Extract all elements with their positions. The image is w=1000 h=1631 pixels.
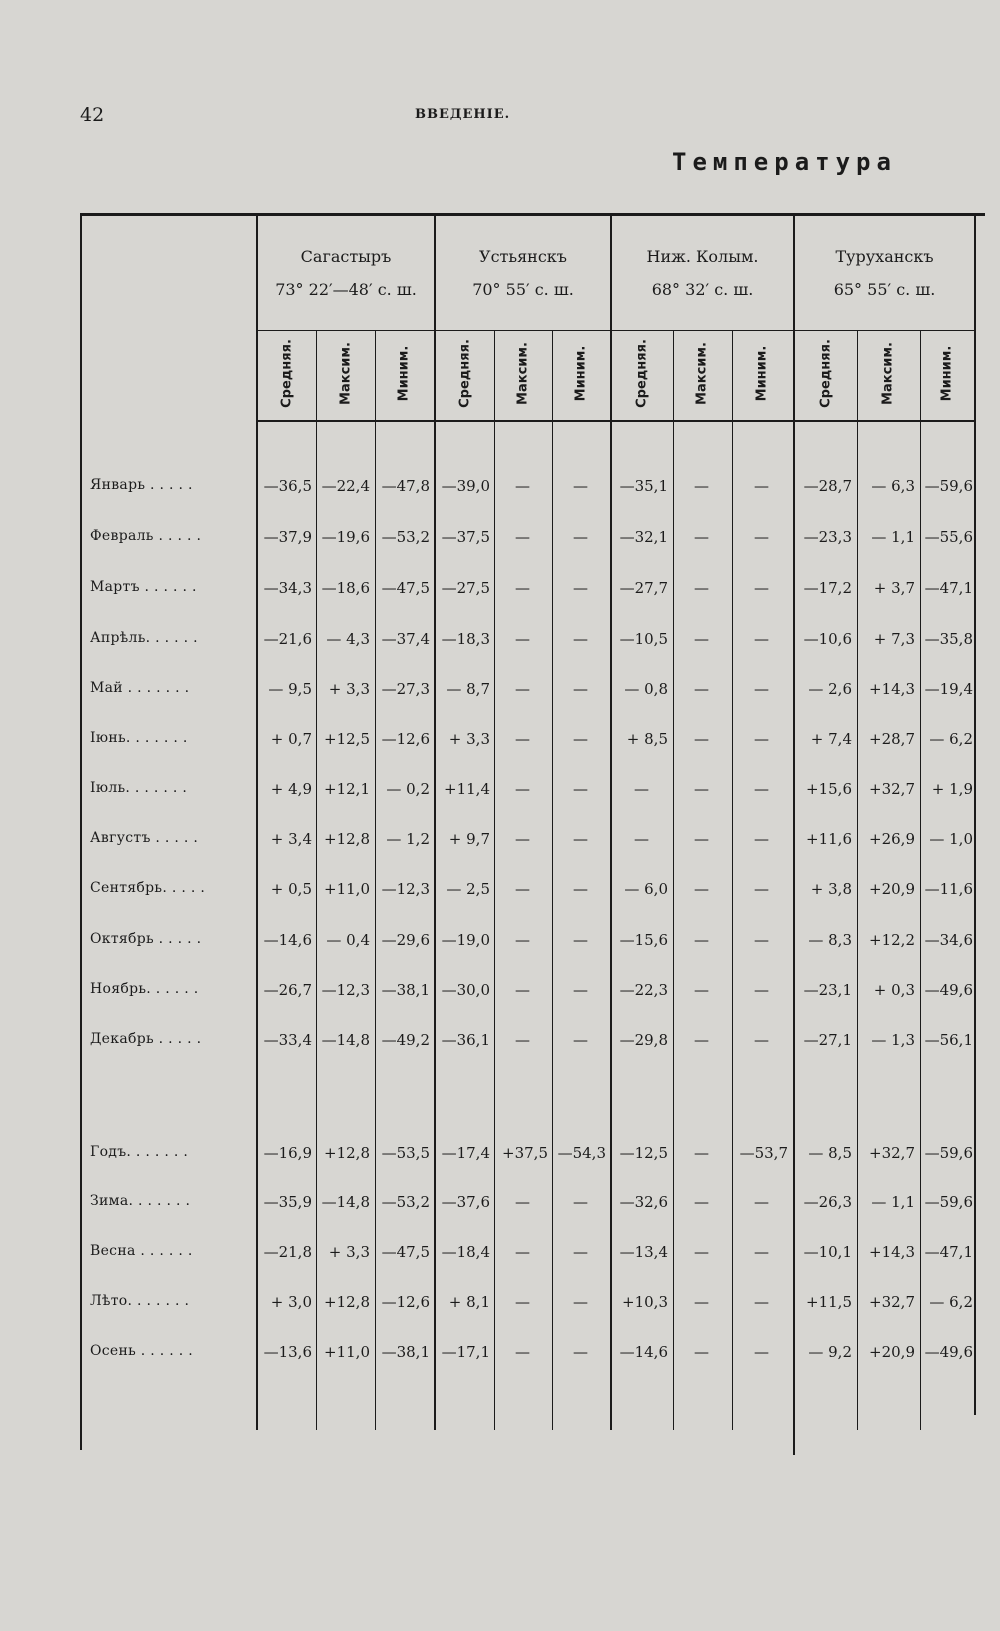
table-cell: —19,0 (441, 931, 490, 949)
table-cell: —22,3 (619, 981, 668, 999)
table-cell: +11,0 (324, 1343, 370, 1361)
table-cell: +15,6 (806, 780, 852, 798)
table-cell: —34,3 (263, 579, 312, 597)
table-cell: + 0,3 (873, 981, 915, 999)
table-cell: —54,3 (557, 1144, 606, 1162)
table-title: Температура (672, 148, 897, 176)
table-cell: — (573, 730, 588, 748)
table-cell: —10,6 (803, 630, 852, 648)
table-cell: —12,6 (381, 1293, 430, 1311)
table-cell: + 3,8 (810, 880, 852, 898)
column-header: Миним. (396, 345, 412, 402)
table-cell: — (573, 1343, 588, 1361)
table-cell: —10,1 (803, 1243, 852, 1261)
table-cell: — (694, 1144, 709, 1162)
table-cell: — (694, 477, 709, 495)
table-cell: — (754, 1031, 769, 1049)
table-cell: — (573, 630, 588, 648)
table-cell: —23,3 (803, 528, 852, 546)
table-cell: + 3,3 (328, 1243, 370, 1261)
table-cell: —59,6 (924, 477, 973, 495)
table-cell: +14,3 (869, 1243, 915, 1261)
table-cell: — 8,5 (808, 1144, 852, 1162)
table-cell: + 4,9 (270, 780, 312, 798)
table-cell: — (515, 730, 530, 748)
table-cell: + 3,4 (270, 830, 312, 848)
table-cell: — (754, 1343, 769, 1361)
table-cell: — 6,2 (929, 730, 973, 748)
row-label: Ноябрь. . . . . . (90, 981, 199, 997)
table-cell: +20,9 (869, 1343, 915, 1361)
table-cell: — (515, 880, 530, 898)
table-cell: — (515, 1243, 530, 1261)
table-cell: +11,5 (806, 1293, 852, 1311)
table-cell: — 1,1 (871, 528, 915, 546)
table-cell: — (754, 477, 769, 495)
row-label: Августъ . . . . . (90, 830, 199, 846)
table-cell: — (573, 477, 588, 495)
table-cell: —26,7 (263, 981, 312, 999)
table-cell: +12,8 (324, 1293, 370, 1311)
row-label: Лѣто. . . . . . . (90, 1293, 190, 1309)
table-cell: —17,4 (441, 1144, 490, 1162)
table-cell: — (573, 830, 588, 848)
table-cell: —21,6 (263, 630, 312, 648)
table-cell: — (515, 1193, 530, 1211)
table-cell: + 3,3 (328, 680, 370, 698)
row-label: Зима. . . . . . . (90, 1193, 191, 1209)
left-border (80, 215, 82, 1450)
table-cell: — (515, 830, 530, 848)
table-cell: —19,6 (321, 528, 370, 546)
table-cell: — (694, 830, 709, 848)
table-cell: — (515, 477, 530, 495)
table-cell: + 3,3 (448, 730, 490, 748)
table-cell: +12,1 (324, 780, 370, 798)
station-coords: 65° 55′ с. ш. (833, 280, 936, 299)
table-cell: —33,4 (263, 1031, 312, 1049)
table-cell: — (515, 579, 530, 597)
table-cell: — 8,7 (446, 680, 490, 698)
table-cell: — 0,2 (386, 780, 430, 798)
table-cell: +10,3 (622, 1293, 668, 1311)
table-cell: — 6,3 (871, 477, 915, 495)
table-cell: —18,6 (321, 579, 370, 597)
table-cell: —17,1 (441, 1343, 490, 1361)
column-header: Средняя. (279, 339, 295, 408)
table-cell: —35,1 (619, 477, 668, 495)
table-cell: —11,6 (924, 880, 973, 898)
table-cell: — (515, 680, 530, 698)
table-cell: — (694, 528, 709, 546)
table-cell: —14,8 (321, 1031, 370, 1049)
table-cell: — (573, 528, 588, 546)
table-cell: —59,6 (924, 1144, 973, 1162)
table-cell: —38,1 (381, 1343, 430, 1361)
page-number: 42 (80, 104, 105, 126)
station-rule (257, 330, 975, 331)
table-cell: —14,6 (619, 1343, 668, 1361)
table-cell: —32,6 (619, 1193, 668, 1211)
table-cell: — (694, 880, 709, 898)
table-cell: +11,0 (324, 880, 370, 898)
station-divider (793, 215, 795, 1455)
table-cell: — 9,2 (808, 1343, 852, 1361)
table-cell: —30,0 (441, 981, 490, 999)
table-cell: + 0,5 (270, 880, 312, 898)
station-name: Сагастыръ (300, 247, 392, 266)
table-cell: —56,1 (924, 1031, 973, 1049)
table-cell: + 9,7 (448, 830, 490, 848)
col-line (920, 330, 921, 1430)
table-cell: — (754, 680, 769, 698)
table-cell: —13,6 (263, 1343, 312, 1361)
label-divider (256, 215, 258, 1430)
table-cell: —53,2 (381, 1193, 430, 1211)
table-cell: +20,9 (869, 880, 915, 898)
table-cell: — (573, 1193, 588, 1211)
table-cell: +28,7 (869, 730, 915, 748)
table-cell: —12,5 (619, 1144, 668, 1162)
table-cell: — (694, 680, 709, 698)
table-cell: —10,5 (619, 630, 668, 648)
table-cell: — (694, 780, 709, 798)
table-cell: — (754, 579, 769, 597)
table-cell: —32,1 (619, 528, 668, 546)
col-line (673, 330, 674, 1430)
table-cell: — 1,2 (386, 830, 430, 848)
table-cell: — (754, 630, 769, 648)
table-cell: +11,4 (444, 780, 490, 798)
row-label: Январь . . . . . (90, 477, 193, 493)
station-divider (610, 215, 612, 1430)
table-cell: — (694, 1031, 709, 1049)
table-cell: —14,6 (263, 931, 312, 949)
table-cell: —14,8 (321, 1193, 370, 1211)
table-cell: —55,6 (924, 528, 973, 546)
table-cell: + 3,7 (873, 579, 915, 597)
station-header (795, 240, 974, 306)
table-cell: — 0,4 (326, 931, 370, 949)
table-cell: + 7,4 (810, 730, 852, 748)
row-label: Февраль . . . . . (90, 528, 202, 544)
table-cell: —12,6 (381, 730, 430, 748)
table-cell: —18,4 (441, 1243, 490, 1261)
row-label: Годъ. . . . . . . (90, 1144, 189, 1160)
row-label: Октябрь . . . . . (90, 931, 202, 947)
table-cell: —29,6 (381, 931, 430, 949)
row-label: Іюнь. . . . . . . (90, 730, 188, 746)
header-rule (257, 420, 975, 422)
table-cell: —49,6 (924, 1343, 973, 1361)
station-coords: 68° 32′ с. ш. (651, 280, 754, 299)
table-cell: — (694, 730, 709, 748)
table-cell: + 8,1 (448, 1293, 490, 1311)
table-cell: — (694, 931, 709, 949)
table-cell: — 1,1 (871, 1193, 915, 1211)
table-cell: — (515, 931, 530, 949)
table-cell: — (754, 528, 769, 546)
table-cell: + 3,0 (270, 1293, 312, 1311)
table-cell: +32,7 (869, 1144, 915, 1162)
table-cell: — (515, 630, 530, 648)
table-cell: —47,5 (381, 579, 430, 597)
table-cell: — (694, 981, 709, 999)
table-cell: —49,2 (381, 1031, 430, 1049)
table-cell: +32,7 (869, 780, 915, 798)
table-cell: —26,3 (803, 1193, 852, 1211)
top-rule (80, 213, 985, 216)
table-cell: —12,3 (381, 880, 430, 898)
running-head: ВВЕДЕНІЕ. (415, 107, 511, 122)
table-cell: —53,2 (381, 528, 430, 546)
table-cell: — 2,5 (446, 880, 490, 898)
table-cell: +37,5 (502, 1144, 548, 1162)
row-label: Сентябрь. . . . . (90, 880, 206, 896)
table-cell: +12,8 (324, 1144, 370, 1162)
table-cell: — 2,6 (808, 680, 852, 698)
table-cell: — (515, 981, 530, 999)
table-cell: — (573, 1031, 588, 1049)
table-cell: —34,6 (924, 931, 973, 949)
table-cell: — (754, 880, 769, 898)
column-header: Средняя. (634, 339, 650, 408)
table-cell: — (694, 1193, 709, 1211)
table-cell: —29,8 (619, 1031, 668, 1049)
table-cell: —12,3 (321, 981, 370, 999)
table-cell: — (754, 1193, 769, 1211)
table-cell: —53,7 (739, 1144, 788, 1162)
table-cell: — (573, 780, 588, 798)
table-cell: — 4,3 (326, 630, 370, 648)
column-header: Средняя. (818, 339, 834, 408)
table-cell: — (573, 579, 588, 597)
table-cell: — (754, 981, 769, 999)
table-cell: —23,1 (803, 981, 852, 999)
table-cell: +12,8 (324, 830, 370, 848)
table-cell: — (694, 1343, 709, 1361)
table-cell: — (515, 528, 530, 546)
table-cell: —21,8 (263, 1243, 312, 1261)
table-cell: —17,2 (803, 579, 852, 597)
station-header (258, 240, 434, 306)
table-cell: —35,9 (263, 1193, 312, 1211)
table-cell: —53,5 (381, 1144, 430, 1162)
column-header: Миним. (939, 345, 955, 402)
table-cell: — (694, 1243, 709, 1261)
table-cell: — (515, 1293, 530, 1311)
table-cell: —15,6 (619, 931, 668, 949)
table-cell: —16,9 (263, 1144, 312, 1162)
table-cell: — 1,3 (871, 1031, 915, 1049)
column-header: Максим. (515, 342, 531, 405)
table-cell: — (754, 1293, 769, 1311)
station-coords: 70° 55′ с. ш. (472, 280, 574, 299)
table-cell: — (754, 780, 769, 798)
table-cell: — (634, 780, 649, 798)
table-cell: —37,5 (441, 528, 490, 546)
table-cell: —47,1 (924, 1243, 973, 1261)
table-cell: —47,5 (381, 1243, 430, 1261)
table-cell: +12,5 (324, 730, 370, 748)
table-cell: —28,7 (803, 477, 852, 495)
table-cell: — (754, 730, 769, 748)
row-label: Декабрь . . . . . (90, 1031, 202, 1047)
table-cell: — 0,8 (624, 680, 668, 698)
table-cell: — (573, 1243, 588, 1261)
column-header: Миним. (573, 345, 589, 402)
station-coords: 73° 22′—48′ с. ш. (275, 280, 417, 299)
table-cell: — (694, 1293, 709, 1311)
table-cell: + 1,9 (931, 780, 973, 798)
table-cell: +14,3 (869, 680, 915, 698)
table-cell: — (754, 830, 769, 848)
column-header: Миним. (754, 345, 770, 402)
column-header: Максим. (694, 342, 710, 405)
col-line (316, 330, 317, 1430)
table-cell: +32,7 (869, 1293, 915, 1311)
col-line (857, 330, 858, 1430)
table-cell: —59,6 (924, 1193, 973, 1211)
col-line (552, 330, 553, 1430)
table-cell: —27,3 (381, 680, 430, 698)
table-cell: —49,6 (924, 981, 973, 999)
table-cell: — 8,3 (808, 931, 852, 949)
table-cell: —39,0 (441, 477, 490, 495)
table-cell: —18,3 (441, 630, 490, 648)
table-cell: + 0,7 (270, 730, 312, 748)
station-divider (434, 215, 436, 1430)
table-cell: —36,5 (263, 477, 312, 495)
table-cell: — 6,2 (929, 1293, 973, 1311)
table-cell: — (515, 1031, 530, 1049)
right-border (974, 215, 976, 1415)
table-cell: — (694, 579, 709, 597)
row-label: Мартъ . . . . . . (90, 579, 197, 595)
table-cell: — (634, 830, 649, 848)
table-cell: +26,9 (869, 830, 915, 848)
station-name: Ниж. Колым. (646, 247, 759, 266)
col-line (375, 330, 376, 1430)
row-label: Іюль. . . . . . . (90, 780, 188, 796)
table-cell: — 9,5 (268, 680, 312, 698)
row-label: Осень . . . . . . (90, 1343, 194, 1359)
table-cell: — (573, 880, 588, 898)
table-cell: — 6,0 (624, 880, 668, 898)
table-cell: — (515, 780, 530, 798)
table-cell: —35,8 (924, 630, 973, 648)
table-cell: —19,4 (924, 680, 973, 698)
row-label: Май . . . . . . . (90, 680, 190, 696)
table-cell: — (573, 981, 588, 999)
table-cell: + 8,5 (626, 730, 668, 748)
row-label: Весна . . . . . . (90, 1243, 193, 1259)
table-cell: —38,1 (381, 981, 430, 999)
table-cell: +12,2 (869, 931, 915, 949)
table-cell: —27,5 (441, 579, 490, 597)
station-name: Туруханскъ (835, 247, 934, 266)
station-header (612, 240, 793, 306)
table-cell: — (573, 680, 588, 698)
table-cell: —27,1 (803, 1031, 852, 1049)
column-header: Максим. (880, 342, 896, 405)
column-header: Средняя. (457, 339, 473, 408)
row-label: Апрѣль. . . . . . (90, 630, 198, 646)
table-cell: —47,8 (381, 477, 430, 495)
table-cell: —36,1 (441, 1031, 490, 1049)
table-cell: —37,9 (263, 528, 312, 546)
table-cell: — (515, 1343, 530, 1361)
table-cell: —22,4 (321, 477, 370, 495)
table-cell: — (754, 931, 769, 949)
table-cell: + 7,3 (873, 630, 915, 648)
table-cell: — (573, 931, 588, 949)
table-cell: —13,4 (619, 1243, 668, 1261)
station-header (436, 240, 610, 306)
table-cell: — 1,0 (929, 830, 973, 848)
col-line (494, 330, 495, 1430)
table-cell: — (694, 630, 709, 648)
table-cell: —27,7 (619, 579, 668, 597)
column-header: Максим. (338, 342, 354, 405)
table-cell: +11,6 (806, 830, 852, 848)
table-cell: —47,1 (924, 579, 973, 597)
table-cell: —37,6 (441, 1193, 490, 1211)
station-name: Устьянскъ (479, 247, 567, 266)
col-line (732, 330, 733, 1430)
table-cell: — (573, 1293, 588, 1311)
table-cell: —37,4 (381, 630, 430, 648)
table-cell: — (754, 1243, 769, 1261)
